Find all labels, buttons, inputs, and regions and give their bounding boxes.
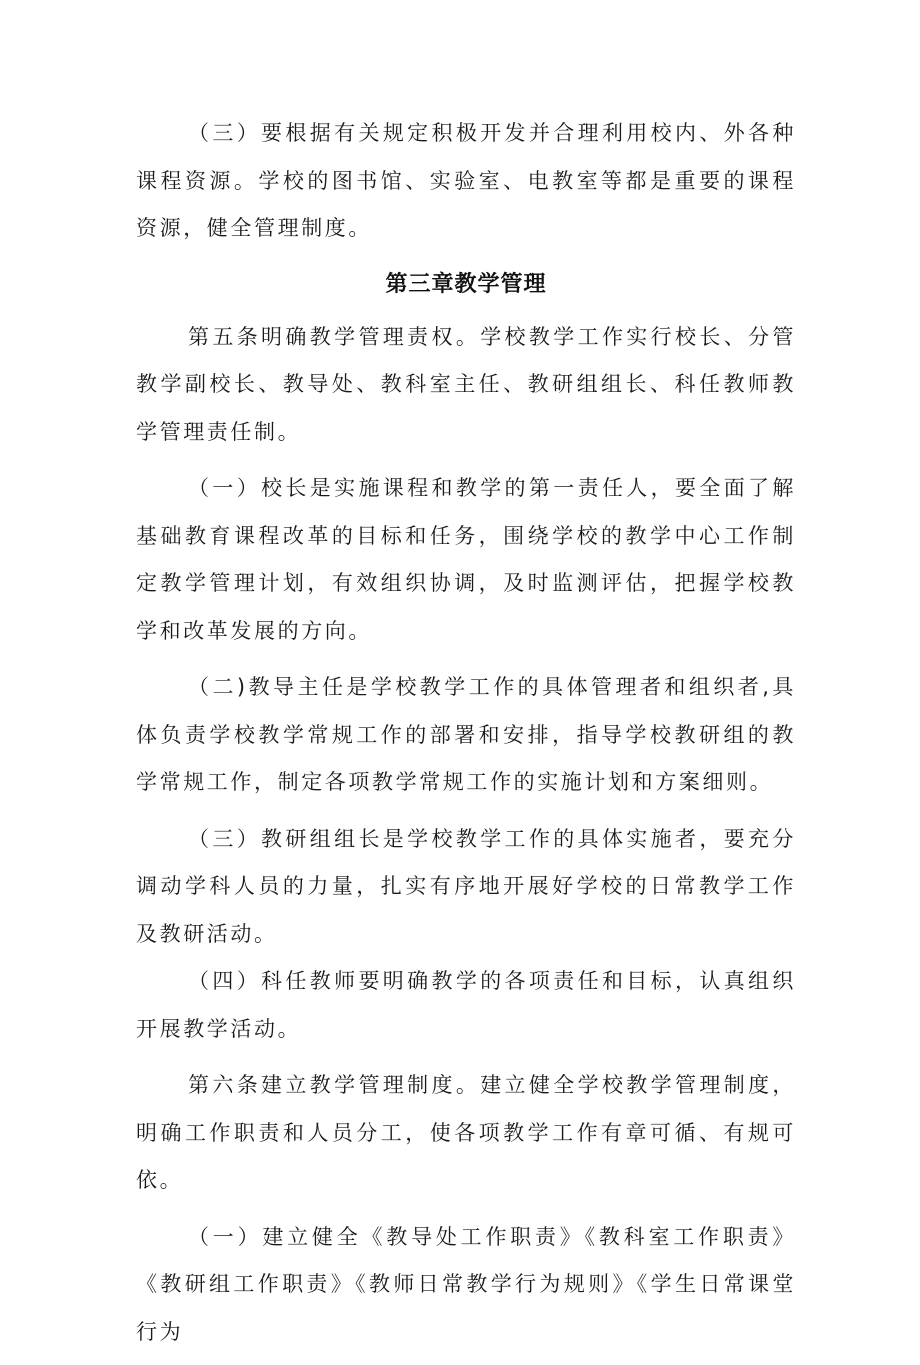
paragraph-group-leader: （三）教研组组长是学校教学工作的具体实施者，要充分调动学科人员的力量，扎实有序地开展好学校的日常教学工作及教研活动。 [136,826,796,946]
paragraph-subject-teacher: （四）科任教师要明确教学的各项责任和目标，认真组织开展教学活动。 [136,969,796,1041]
paragraph-article-6: 第六条建立教学管理制度。建立健全学校教学管理制度，明确工作职责和人员分工，使各项教学工作有章可循、有规可依。 [136,1073,796,1192]
paragraph-principal: （一）校长是实施课程和教学的第一责任人，要全面了解基础教育课程改革的目标和任务，围绕学校的教学中心工作制定教学管理计划，有效组织协调，及时监测评估，把握学校教学和改革发展的方向。 [136,476,796,643]
paragraph-resources: （三）要根据有关规定积极开发并合理利用校内、外各种课程资源。学校的图书馆、实验室、电教室等都是重要的课程资源，健全管理制度。 [136,121,796,240]
paragraph-rules-list: （一）建立健全《教导处工作职责》《教科室工作职责》《教研组工作职责》《教师日常教学行为规则》《学生日常课堂行为 [136,1224,796,1344]
paragraph-article-5: 第五条明确教学管理责权。学校教学工作实行校长、分管教学副校长、教导处、教科室主任、教研组组长、科任教师教学管理责任制。 [136,324,796,444]
document-body [136,110,796,1365]
paragraph-academic-director: （二)教导主任是学校教学工作的具体管理者和组织者,具体负责学校教学常规工作的部署和安排，指导学校教研组的教学常规工作，制定各项教学常规工作的实施计划和方案细则。 [136,675,796,794]
chapter-title: 第三章教学管理 [385,271,547,297]
